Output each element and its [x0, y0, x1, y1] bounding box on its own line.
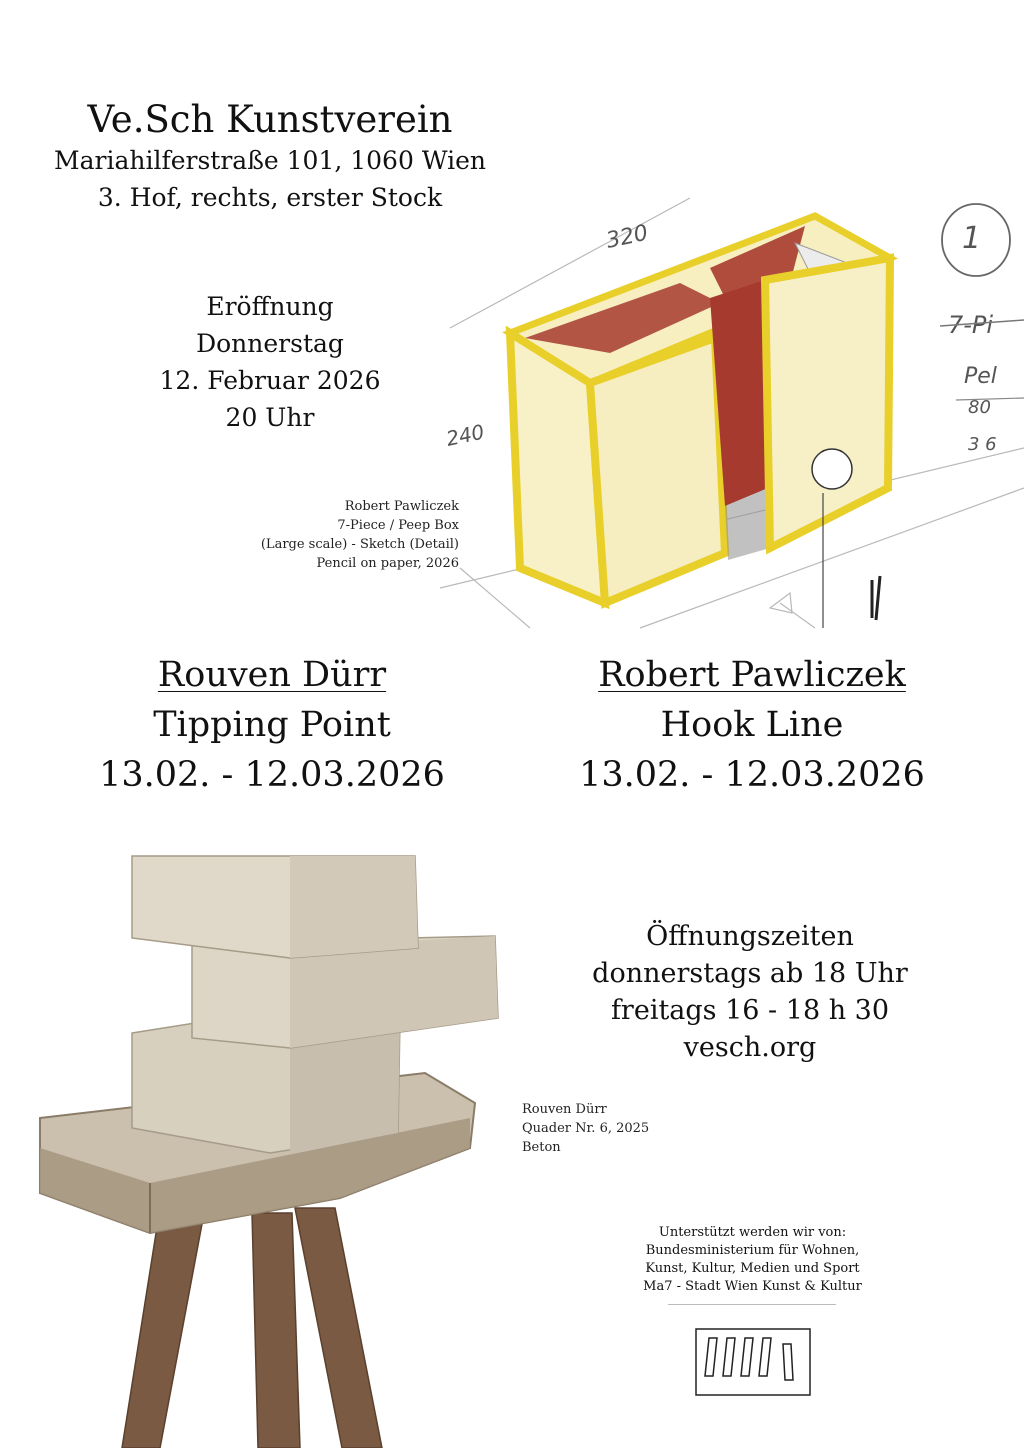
- exhibition-left: [42, 650, 502, 800]
- opening-day: Donnerstag: [196, 329, 344, 358]
- sculpture-caption-artist: Rouven Dürr: [522, 1102, 607, 1117]
- artist-name: Robert Pawliczek: [598, 655, 906, 695]
- sketch-number: 1: [962, 221, 982, 256]
- sketch-caption-subtitle: (Large scale) - Sketch (Detail): [260, 537, 459, 552]
- sponsor-line: Bundesministerium für Wohnen,: [645, 1243, 860, 1258]
- sketch-artwork: [420, 188, 1024, 638]
- sketch-note-3: 80: [968, 397, 991, 418]
- venue-address: Mariahilferstraße 101, 1060 Wien: [54, 146, 486, 175]
- sketch-caption: [240, 497, 459, 573]
- sculpture-caption: [522, 1100, 722, 1157]
- opening-date: 12. Februar 2026: [159, 366, 381, 395]
- sculpture-artwork: [30, 848, 510, 1448]
- sponsor-line: Ma7 - Stadt Wien Kunst & Kultur: [643, 1279, 862, 1294]
- sponsors-heading: Unterstützt werden wir von:: [658, 1225, 847, 1240]
- sponsors-block: [620, 1224, 885, 1296]
- sponsor-line: Kunst, Kultur, Medien und Sport: [645, 1261, 860, 1276]
- sketch-note-4: 3 6: [968, 434, 997, 455]
- sketch-caption-title: 7-Piece / Peep Box: [337, 518, 459, 533]
- exhibition-title: Hook Line: [660, 705, 844, 745]
- sketch-caption-artist: Robert Pawliczek: [344, 499, 459, 514]
- sketch-note-1: 7-Pi: [948, 311, 994, 339]
- opening-block: [130, 288, 410, 436]
- sketch-dim-width: 320: [604, 220, 651, 254]
- venue-name: Ve.Sch Kunstverein: [87, 98, 453, 141]
- opening-label: Eröffnung: [206, 292, 334, 321]
- sculpture-caption-title: Quader Nr. 6, 2025: [522, 1121, 650, 1136]
- artist-name: Rouven Dürr: [157, 655, 387, 695]
- sketch-caption-medium: Pencil on paper, 2026: [316, 556, 459, 571]
- venue-directions: 3. Hof, rechts, erster Stock: [97, 183, 443, 212]
- sculpture-caption-medium: Beton: [522, 1140, 561, 1155]
- website-link[interactable]: vesch.org: [683, 1032, 817, 1063]
- hours-friday: freitags 16 - 18 h 30: [610, 995, 890, 1026]
- sketch-dim-height: 240: [444, 419, 487, 451]
- vesch-logo: [695, 1328, 811, 1396]
- opening-hours-block: [560, 918, 940, 1066]
- exhibition-right: [522, 650, 982, 800]
- exhibition-dates: 13.02. - 12.03.2026: [99, 755, 445, 795]
- exhibition-dates: 13.02. - 12.03.2026: [579, 755, 925, 795]
- sponsor-divider: [668, 1304, 836, 1305]
- sketch-note-2: Pel: [964, 364, 997, 389]
- hours-thursday: donnerstags ab 18 Uhr: [592, 958, 908, 989]
- exhibition-title: Tipping Point: [153, 705, 391, 745]
- hours-label: Öffnungszeiten: [646, 921, 854, 952]
- opening-time: 20 Uhr: [225, 403, 315, 432]
